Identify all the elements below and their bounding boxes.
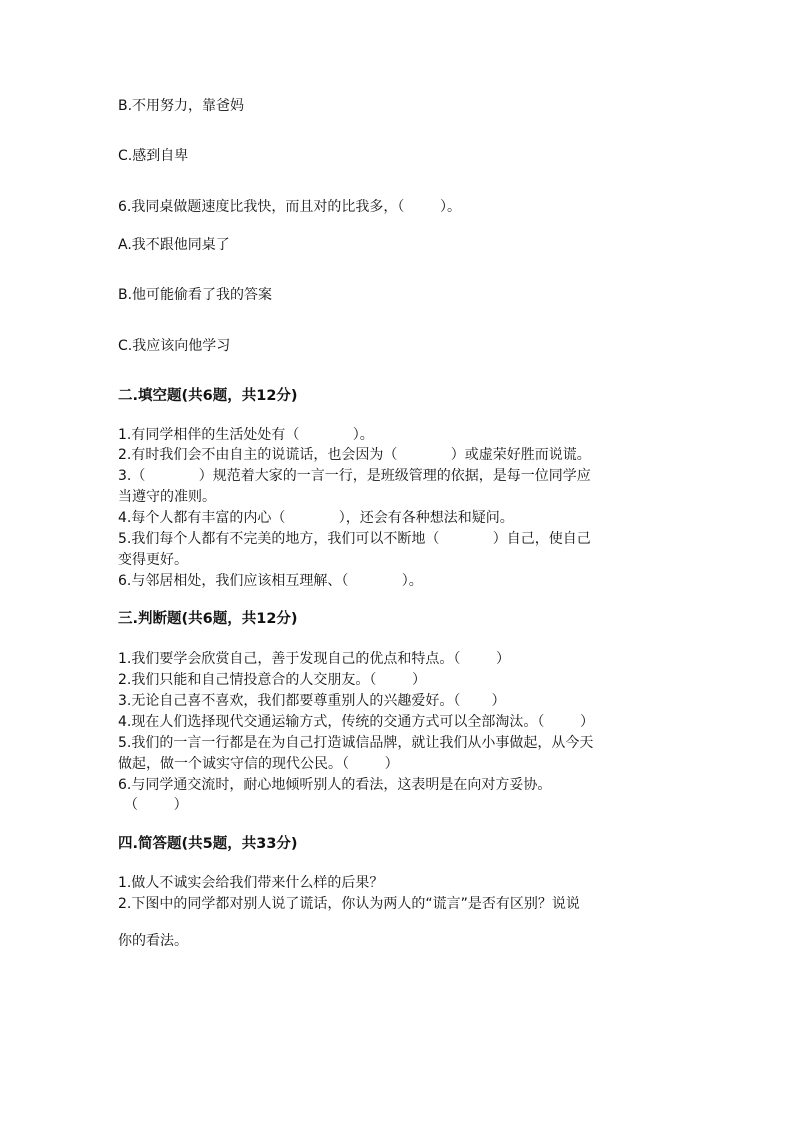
judge-line-2: 2.我们只能和自己情投意合的人交朋友。（ ） (118, 672, 426, 688)
short-line-1: 1.做人不诚实会给我们带来什么样的后果？ (118, 875, 384, 891)
fill-line-5-cont: 变得更好。 (118, 552, 188, 568)
fill-section-heading: 二.填空题(共6题，共12分) (118, 388, 298, 404)
fill-line-1: 1.有同学相伴的生活处处有（ ）。 (118, 427, 374, 443)
judge-line-4: 4.现在人们选择现代交通运输方式，传统的交通方式可以全部淘汰。（ ） (118, 714, 594, 730)
judge-line-5: 5.我们的一言一行都是在为自己打造诚信品牌，就让我们从小事做起，从今天 (118, 735, 594, 751)
fill-line-3-cont: 当遵守的准则。 (118, 489, 216, 505)
judge-section-heading: 三.判断题(共6题，共12分) (118, 611, 298, 627)
judge-line-1: 1.我们要学会欣赏自己，善于发现自己的优点和特点。（ ） (118, 651, 510, 667)
short-line-2-cont: 你的看法。 (118, 933, 188, 949)
q5-option-b: B.不用努力，靠爸妈 (118, 98, 245, 114)
judge-line-6: 6.与同学通交流时，耐心地倾听别人的看法，这表明是在向对方妥协。 (118, 777, 552, 793)
fill-line-4: 4.每个人都有丰富的内心（ ），还会有各种想法和疑问。 (118, 510, 514, 526)
q6-option-a: A.我不跟他同桌了 (118, 237, 230, 253)
q6-option-b: B.他可能偷看了我的答案 (118, 287, 273, 303)
short-line-2: 2.下图中的同学都对别人说了谎话，你认为两人的“谎言”是否有区别？说说 (118, 896, 580, 912)
fill-line-6: 6.与邻居相处，我们应该相互理解、（ ）。 (118, 573, 423, 589)
fill-line-5: 5.我们每个人都有不完美的地方，我们可以不断地（ ）自己，使自己 (118, 531, 591, 547)
judge-line-3: 3.无论自己喜不喜欢，我们都要尊重别人的兴趣爱好。（ ） (118, 693, 506, 709)
judge-line-6-cont: （ ） (124, 797, 188, 813)
q6-option-c: C.我应该向他学习 (118, 338, 231, 354)
fill-line-2: 2.有时我们会不由自主的说谎话，也会因为（ ）或虚荣好胜而说谎。 (118, 447, 591, 463)
judge-line-5-cont: 做起，做一个诚实守信的现代公民。（ ） (118, 756, 399, 772)
q6-question: 6.我同桌做题速度比我快，而且对的比我多，（ ）。 (118, 199, 461, 215)
q5-option-c: C.感到自卑 (118, 148, 189, 164)
fill-line-3: 3.（ ）规范着大家的一言一行，是班级管理的依据，是每一位同学应 (118, 468, 591, 484)
short-section-heading: 四.简答题(共5题，共33分) (118, 836, 298, 852)
